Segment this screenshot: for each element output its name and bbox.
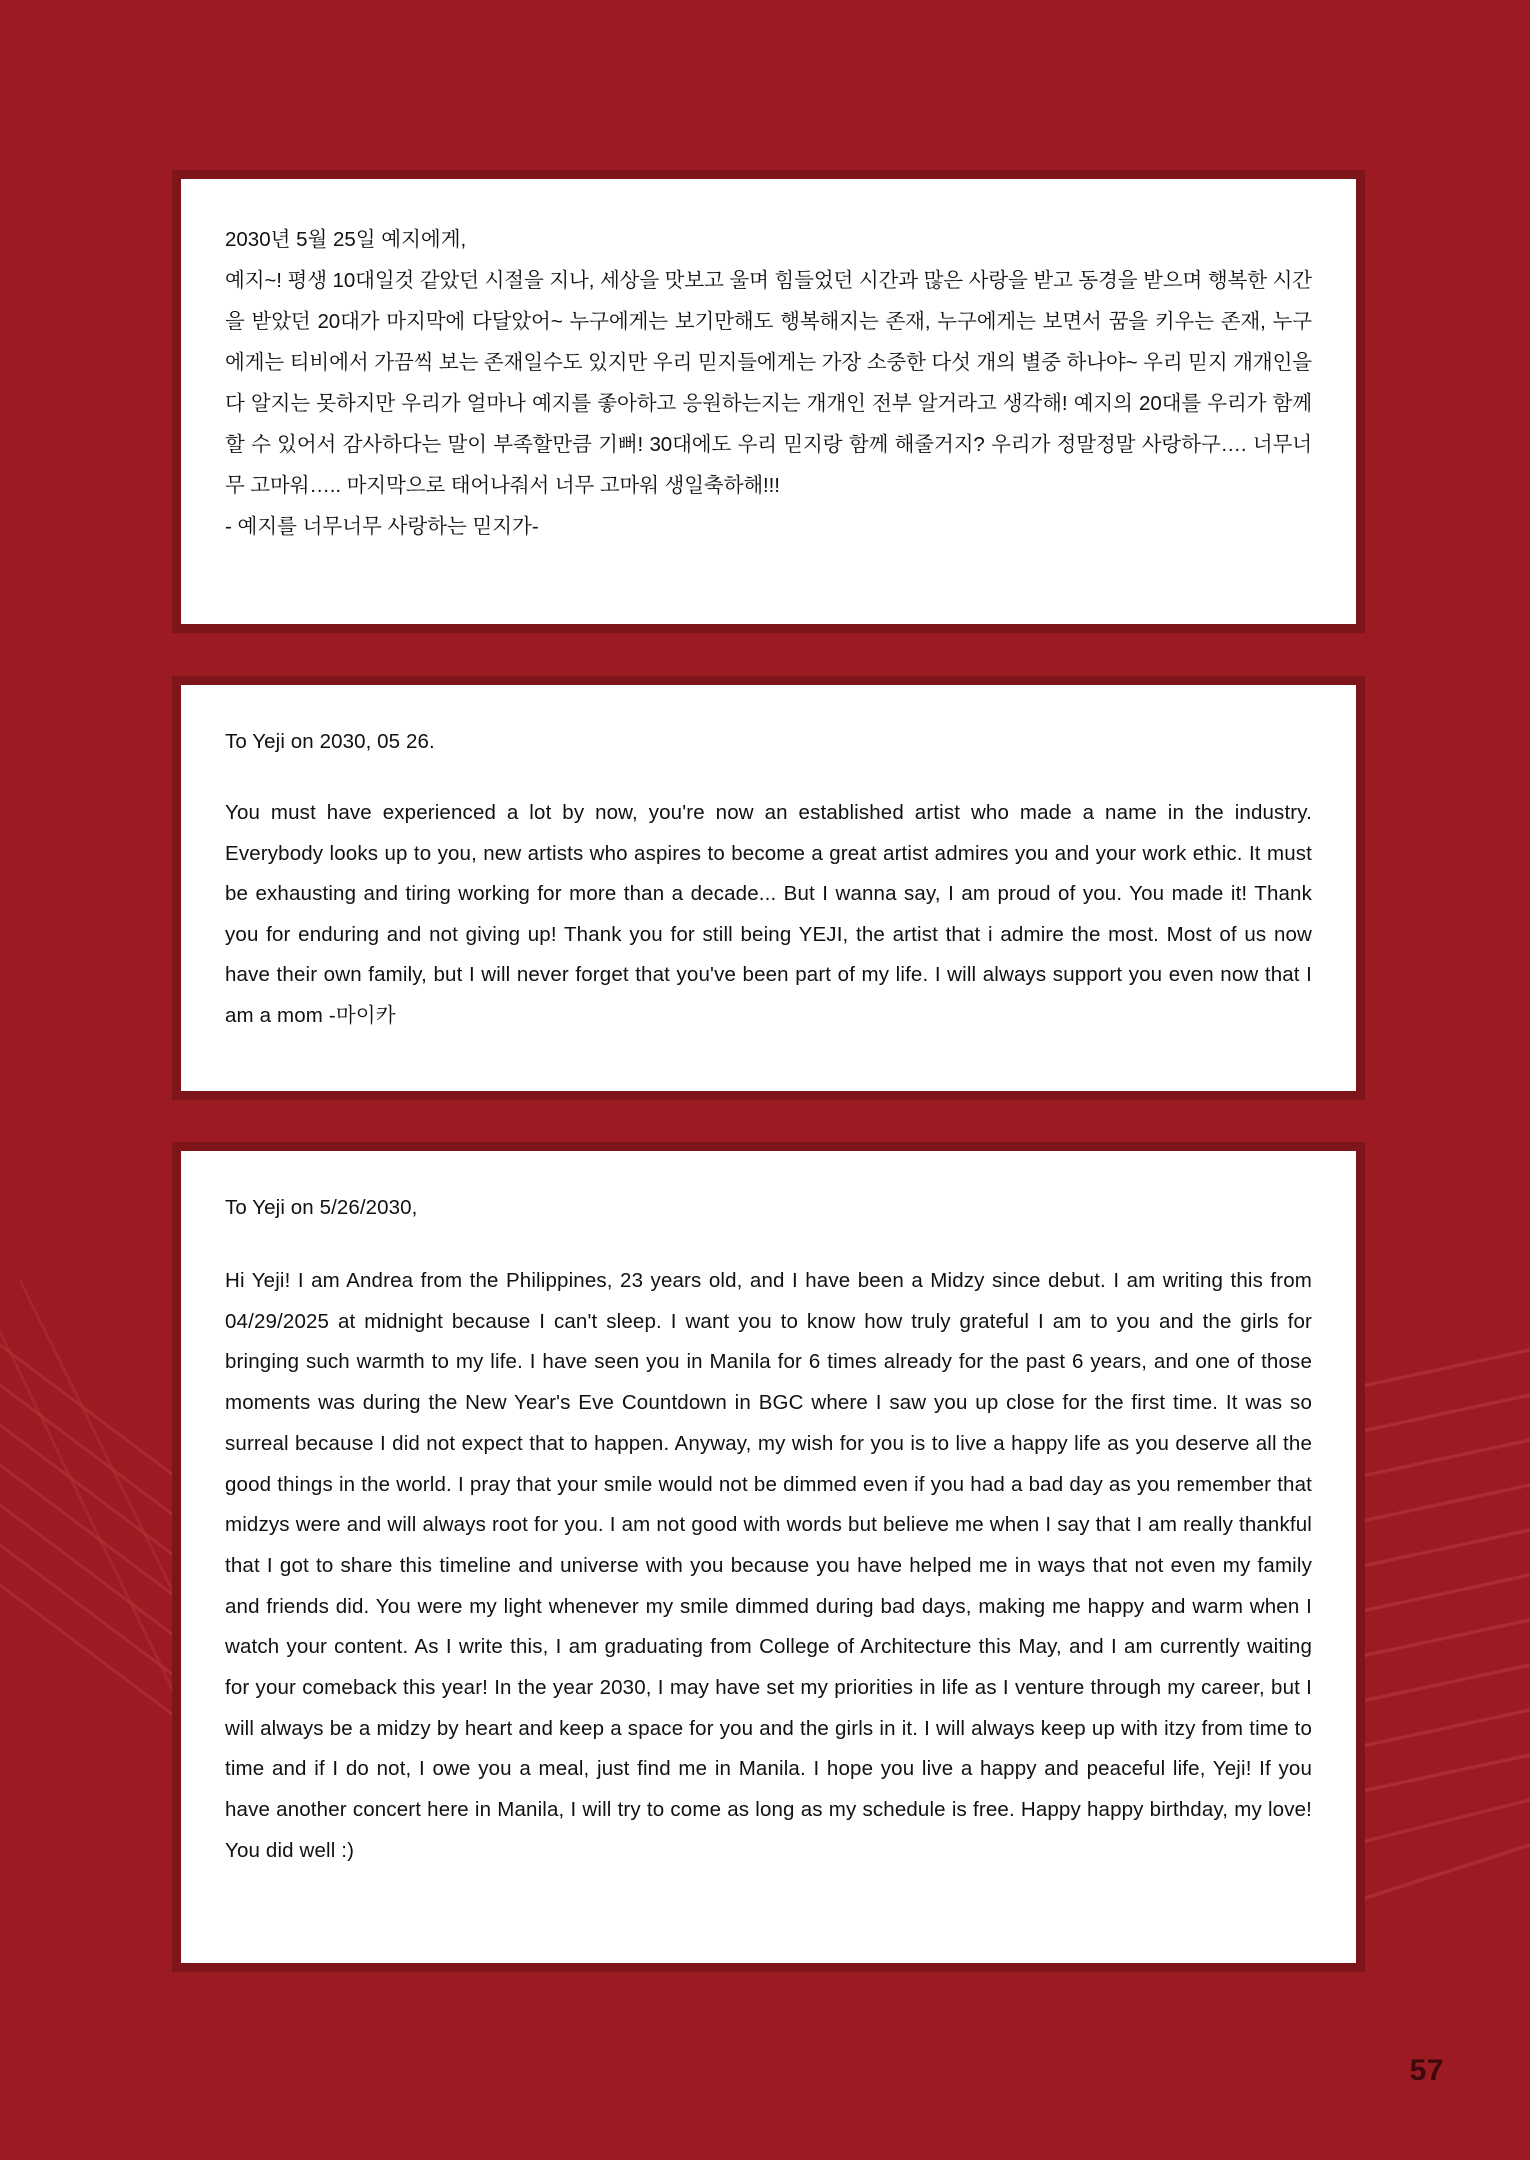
letter-card-korean (172, 170, 1365, 633)
letter-body: 예지~! 평생 10대일것 같았던 시절을 지나, 세상을 맛보고 울며 힘들었던 시간과 많은 사랑을 받고 동경을 받으며 행복한 시간을 받았던 20대가 마지막에 다달았어~ 누구에게는 보기만해도 행복해지는 존재, 누구에게는 보면서 꿈을 키우는 존재, 누구에게는 티비에서 가끔씩 보는 존재일수도 있지만 우리 믿지들에게는 가장 소중한 다섯 개의 별중 하나야~ 우리 믿지 개개인을 다 알지는 못하지만 우리가 얼마나 예지를 좋아하고 응원하는지는 개개인 전부 알거라고 생각해! 예지의 20대를 우리가 함께할 수 있어서 감사하다는 말이 부족할만큼 기뻐! 30대에도 우리 믿지랑 함께 해줄거지? 우리가 정말정말 사랑하구…. 너무너무 고마워….. 마지막으로 태어나줘서 너무 고마워 생일축하해!!! (225, 269, 1318, 497)
letter-heading: 2030년 5월 25일 예지에게, (225, 228, 467, 251)
letter-card-andrea (172, 1142, 1365, 1972)
letter-body: Hi Yeji! I am Andrea from the Philippines, 23 years old, and I have been a Midzy since debut. I am writing this from 04/29/2025 at midnight because I can't sleep. I want you to know how truly grateful I am to you and the girls for bringing such warmth to my life. I have seen you in Manila for 6 times already for the past 6 years, and one of those moments was during the New Year's Eve Countdown in BGC where I saw you up close for the first time. It was so surreal because I did not expect that to happen. Anyway, my wish for you is to live a happy life as you deserve all the good things in the world. I pray that your smile would not be dimmed even if you had a bad day as you remember that midzys were and will always root for you. I am not good with words but believe me when I say that I am really thankful that I got to share this timeline and universe with you because you have helped me in ways that not even my family and friends did. You were my light whenever my smile dimmed during bad days, making me happy and warm when I watch your content. As I write this, I am graduating from College of Architecture this May, and I am currently waiting for your comeback this year! In the year 2030, I may have set my priorities in life as I venture through my career, but I will always be a midzy by heart and keep a space for you and the girls in it. I will always keep up with itzy from time to time and if I do not, I owe you a meal, just find me in Manila. I hope you live a happy and peaceful life, Yeji! If you have another concert here in Manila, I will try to come as long as my schedule is free. Happy happy birthday, my love! You did well :) (225, 1269, 1312, 1862)
letter-paper (181, 1151, 1356, 1963)
letter-paper (181, 179, 1356, 624)
letter-heading: To Yeji on 2030, 05 26. (225, 730, 435, 753)
letter-heading: To Yeji on 5/26/2030, (225, 1196, 418, 1219)
page-number: 57 (1409, 2054, 1444, 2087)
letter-card-maika (172, 676, 1365, 1100)
letter-signature: - 예지를 너무너무 사랑하는 믿지가- (225, 515, 539, 538)
letter-body: You must have experienced a lot by now, you're now an established artist who made a name in the industry. Everybody looks up to you, new artists who aspires to become a great artist admires you and your work ethic. It must be exhausting and tiring working for more than a decade... But I wanna say, I am proud of you. You made it! Thank you for enduring and not giving up! Thank you for still being YEJI, the artist that i admire the most. Most of us now have their own family, but I will never forget that you've been part of my life. I will always support you even now that I am a mom -마이카 (225, 801, 1312, 1027)
letter-paper (181, 685, 1356, 1091)
